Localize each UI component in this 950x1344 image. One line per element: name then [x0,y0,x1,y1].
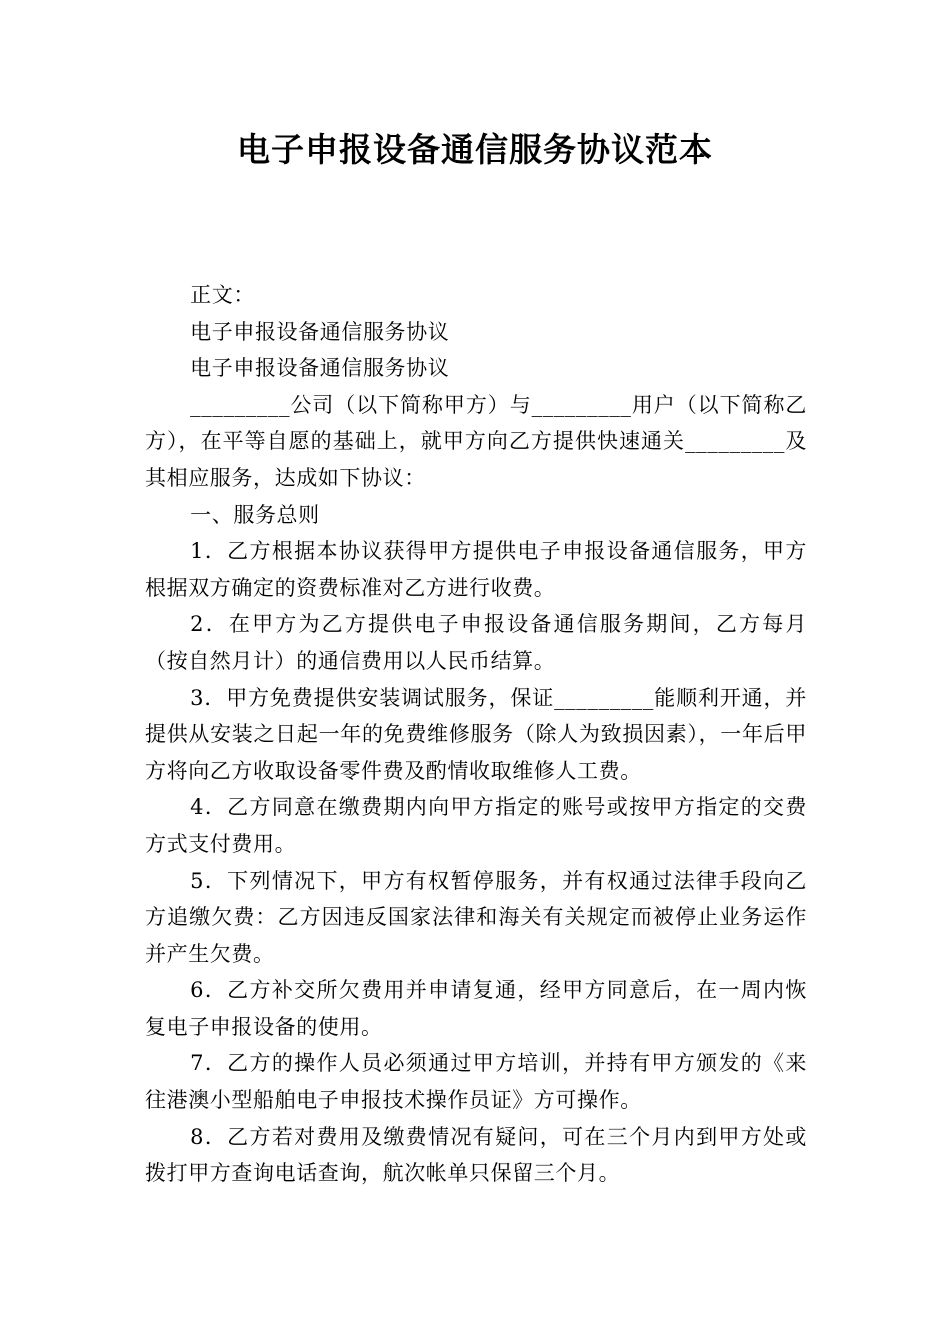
paragraph-main-text-label: 正文： [190,283,255,307]
clause-7: 7．乙方的操作人员必须通过甲方培训，并持有甲方颁发的《来往港澳小型船舶电子申报技术操作员证》方可操作。 [145,1051,807,1113]
document-title: 电子申报设备通信服务协议范本 [237,130,713,169]
clause-3: 3．甲方免费提供安装调试服务，保证_________能顺利开通，并提供从安装之日起一年的免费维修服务（除人为致损因素），一年后甲方将向乙方收取设备零件费及酌情收取维修人工费。 [145,685,807,783]
paragraph-parties: _________公司（以下简称甲方）与_________用户（以下简称乙方），在平等自愿的基础上，就甲方向乙方提供快速通关_________及其相应服务，达成如下协议： [145,392,807,490]
clause-1: 1．乙方根据本协议获得甲方提供电子申报设备通信服务，甲方根据双方确定的资费标准对乙方进行收费。 [145,539,807,600]
clause-4: 4．乙方同意在缴费期内向甲方指定的账号或按甲方指定的交费方式支付费用。 [145,795,807,856]
clause-8: 8．乙方若对费用及缴费情况有疑问，可在三个月内到甲方处或拨打甲方查询电话查询，航次帐单只保留三个月。 [145,1124,807,1186]
clause-5: 5．下列情况下，甲方有权暂停服务，并有权通过法律手段向乙方追缴欠费：乙方因违反国家法律和海关有关规定而被停止业务运作并产生欠费。 [145,868,807,966]
paragraph-agreement-name-repeat: 电子申报设备通信服务协议 [190,356,450,381]
clause-2: 2．在甲方为乙方提供电子申报设备通信服务期间，乙方每月（按自然月计）的通信费用以人民币结算。 [145,612,807,673]
section-heading-general-rules: 一、服务总则 [190,502,320,527]
paragraph-agreement-name: 电子申报设备通信服务协议 [190,319,450,344]
document-body [145,277,807,1192]
clause-6: 6．乙方补交所欠费用并申请复通，经甲方同意后，在一周内恢复电子申报设备的使用。 [145,978,807,1039]
